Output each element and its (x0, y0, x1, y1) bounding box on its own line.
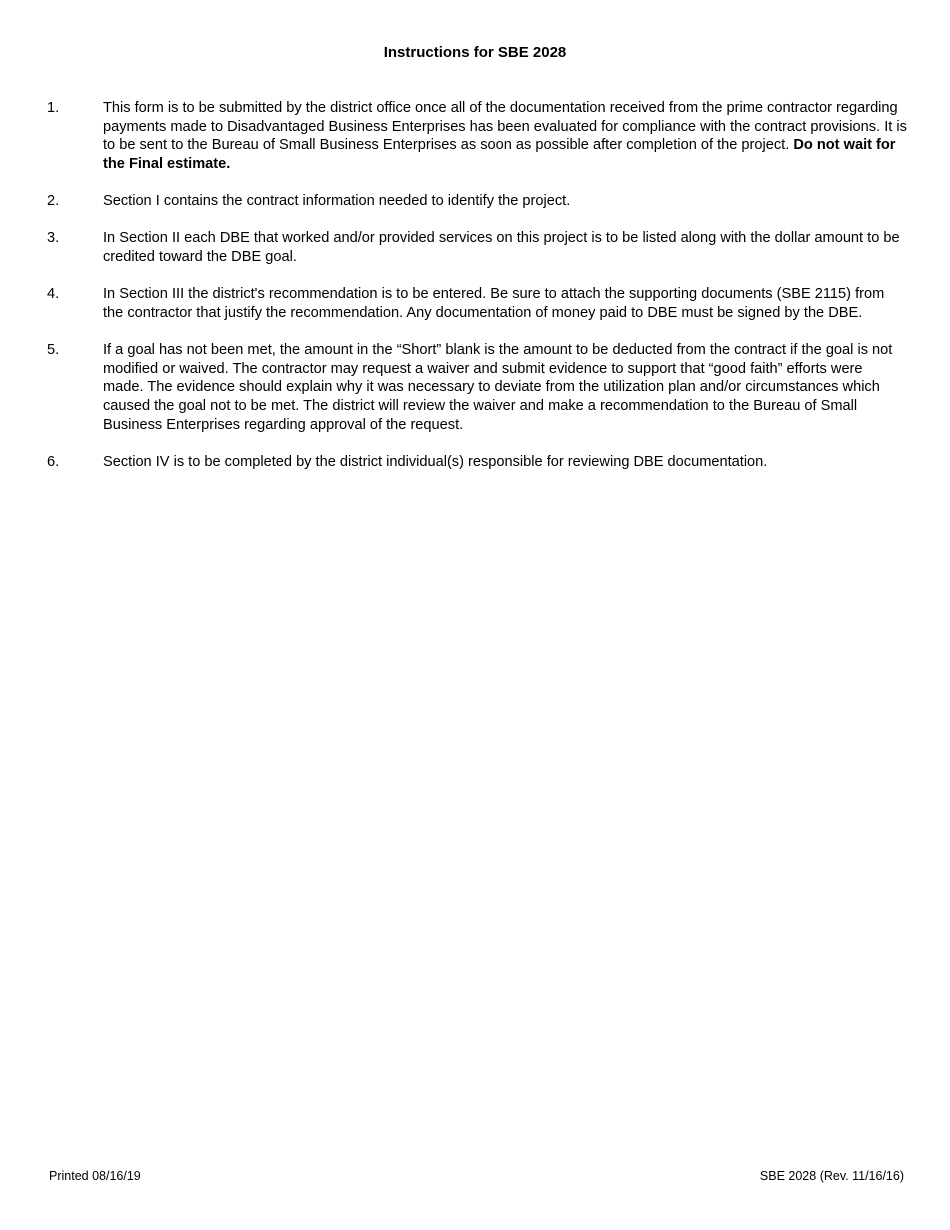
instruction-text-3: In Section II each DBE that worked and/or provided services on this project is to be listed along with the dollar amount to be credited toward the DBE goal. (103, 230, 900, 265)
instruction-text-4: In Section III the district's recommendation is to be entered. Be sure to attach the supporting documents (SBE 2115) from the contractor that justify the recommendation. Any documentation of money paid to DBE must be signed by the DBE. (103, 286, 885, 321)
instruction-item-1 (47, 99, 907, 174)
instruction-text-1 (103, 99, 907, 174)
instruction-text-6: Section IV is to be completed by the district individual(s) responsible for reviewing DBE documentation. (103, 453, 768, 470)
instruction-number: 5. (47, 341, 60, 358)
page-title: Instructions for SBE 2028 (383, 44, 567, 61)
instruction-item-3 (47, 229, 907, 266)
instruction-number: 6. (47, 453, 60, 470)
instruction-number: 4. (47, 286, 60, 303)
instruction-item-5 (47, 341, 907, 435)
instruction-number: 1. (47, 100, 60, 116)
instruction-text-5: If a goal has not been met, the amount in the “Short” blank is the amount to be deducted from the contract if the goal is not modified or waived. The contractor may request a waiver and submit evidence to support that “good faith” efforts were made. The evidence should explain why it was necessary to deviate from the utilization plan and/or circumstances which caused the goal not to be met. The district will review the waiver and make a recommendation to the Bureau of Small Business Enterprises regarding approval of the request. (103, 341, 893, 433)
instruction-number: 2. (47, 193, 60, 210)
instruction-item-2 (47, 192, 907, 211)
instruction-item-4 (47, 285, 907, 322)
printed-date: Printed 08/16/19 (49, 1169, 141, 1183)
instruction-body: This form is to be submitted by the district office once all of the documentation received from the prime contractor regarding payments made to Disadvantaged Business Enterprises has been evaluated for compliance with the contract provisions. It is to be sent to the Bureau of Small Business Enterprises as soon as possible after completion of the project. (103, 100, 907, 154)
instruction-item-6 (47, 453, 907, 472)
instruction-text-2: Section I contains the contract information needed to identify the project. (103, 193, 571, 210)
instructions-list (47, 99, 907, 490)
instruction-emphasis: Do not wait for the Final estimate. (103, 137, 896, 173)
form-id: SBE 2028 (Rev. 11/16/16) (759, 1169, 904, 1183)
instruction-number: 3. (47, 230, 60, 247)
